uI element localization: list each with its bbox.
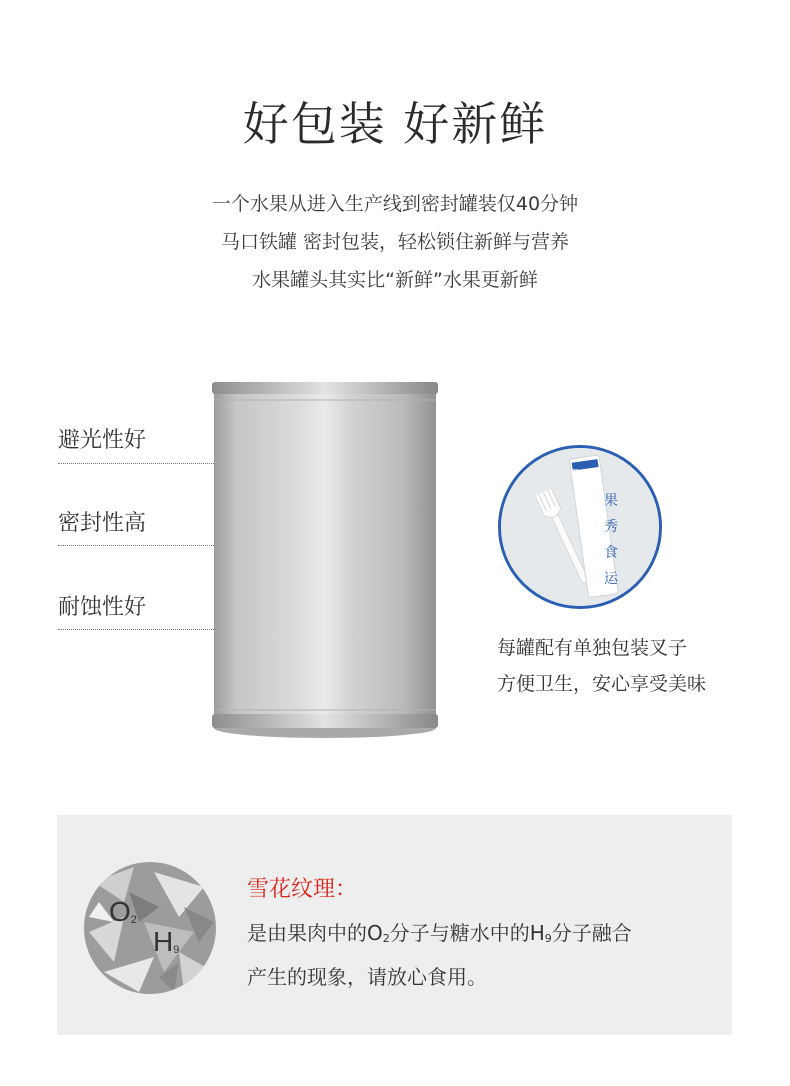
text-fragment: 分子融合 bbox=[551, 921, 632, 945]
snowflake-line-1 bbox=[247, 913, 632, 957]
packet-char: 果 bbox=[604, 493, 618, 509]
text-fragment: 分子与糖水中的H bbox=[389, 921, 545, 945]
snowflake-description bbox=[247, 913, 632, 997]
feature-label-light-proof: 避光性好 bbox=[58, 428, 147, 453]
intro-line: 马口铁罐 密封包装，轻松锁住新鲜与营养 bbox=[220, 231, 570, 253]
fork-caption-line: 每罐配有单独包装叉子 bbox=[497, 637, 688, 659]
packet-brand: 果秀 bbox=[571, 469, 587, 478]
h-letter: H bbox=[153, 926, 174, 957]
o-letter: O bbox=[109, 896, 131, 927]
intro-line: 一个水果从进入生产线到密封罐装仅40分钟 bbox=[211, 193, 579, 215]
intro-line: 水果罐头其实比“新鲜”水果更新鲜 bbox=[252, 269, 538, 291]
h9-symbol bbox=[153, 926, 179, 958]
feature-label-corrosion: 耐蚀性好 bbox=[58, 595, 147, 620]
subscript: 2 bbox=[382, 932, 390, 945]
o-subscript: 2 bbox=[130, 914, 137, 926]
snowflake-texture-image bbox=[84, 862, 216, 994]
packet-char: 秀 bbox=[604, 519, 618, 535]
text-fragment: 是由果肉中的O bbox=[247, 921, 383, 945]
fork-caption bbox=[497, 630, 706, 702]
feature-label-sealing: 密封性高 bbox=[58, 511, 147, 536]
fork-caption-line: 方便卫生，安心享受美味 bbox=[497, 673, 707, 695]
packet-char: 食 bbox=[604, 545, 618, 561]
packet-char: 运 bbox=[604, 571, 618, 587]
o2-symbol bbox=[109, 896, 137, 928]
snowflake-heading: 雪花纹理： bbox=[247, 877, 358, 902]
tin-can-image bbox=[210, 378, 440, 740]
h-subscript: 9 bbox=[173, 944, 180, 956]
intro-text bbox=[0, 185, 790, 299]
snowflake-line-2: 产生的现象，请放心食用。 bbox=[247, 965, 487, 989]
packet-label bbox=[601, 488, 621, 592]
section-title: 好包装 好新鲜 bbox=[242, 97, 548, 151]
fork-packet-image bbox=[498, 445, 662, 609]
subscript: 9 bbox=[544, 932, 552, 945]
